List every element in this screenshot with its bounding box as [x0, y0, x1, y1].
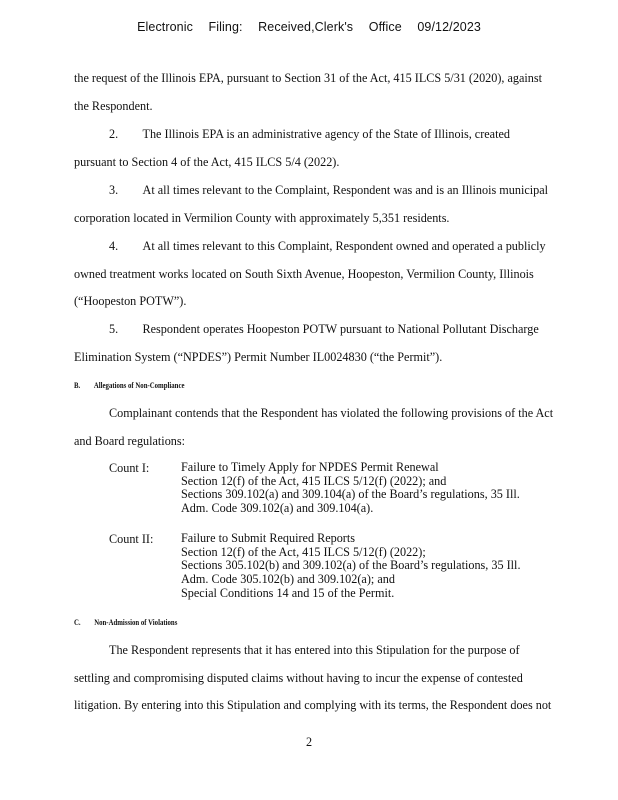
filing-header	[0, 20, 618, 34]
body-line: the request of the Illinois EPA, pursuant to Section 31 of the Act, 415 ILCS 5/31 (2020), against	[74, 71, 543, 85]
header-part: Filing:	[208, 20, 243, 34]
count-label: Count II:	[109, 532, 154, 546]
section-c-line: settling and compromising disputed claims without having to incur the expense of contested	[74, 671, 523, 685]
header-part: 09/12/2023	[417, 20, 481, 34]
section-b-line: Complainant contends that the Respondent has violated the following provisions of the Act	[109, 406, 554, 420]
paragraph-5-line: 5. Respondent operates Hoopeston POTW pursuant to National Pollutant Discharge	[109, 322, 539, 336]
count-description	[181, 532, 521, 601]
count-line: Failure to Timely Apply for NPDES Permit Renewal	[181, 460, 439, 474]
section-heading-c: C. Non-Admission of Violations	[74, 617, 178, 627]
paragraph-2-line: 2. The Illinois EPA is an administrative agency of the State of Illinois, created	[109, 127, 510, 141]
paragraph-4-line: 4. At all times relevant to this Complaint, Respondent owned and operated a publicly	[109, 239, 546, 253]
paragraph-5-line: Elimination System (“NPDES”) Permit Number IL0024830 (“the Permit”).	[74, 350, 443, 364]
paragraph-4-line: (“Hoopeston POTW”).	[74, 294, 187, 308]
section-c-line: The Respondent represents that it has entered into this Stipulation for the purpose of	[109, 643, 520, 657]
count-line: Special Conditions 14 and 15 of the Permit.	[181, 585, 395, 600]
page-number: 2	[305, 735, 313, 749]
count-line: Sections 305.102(b) and 309.102(a) of the Board’s regulations, 35 Ill.	[181, 558, 521, 573]
paragraph-2-line: pursuant to Section 4 of the Act, 415 ILCS 5/4 (2022).	[74, 155, 340, 169]
body-line: the Respondent.	[74, 99, 153, 113]
header-part: Electronic	[137, 20, 193, 34]
paragraph-4-line: owned treatment works located on South Sixth Avenue, Hoopeston, Vermilion County, Illinois	[74, 267, 534, 281]
paragraph-3-line: corporation located in Vermilion County with approximately 5,351 residents.	[74, 211, 450, 225]
count-line: Adm. Code 309.102(a) and 309.104(a).	[181, 501, 374, 516]
count-line: Section 12(f) of the Act, 415 ILCS 5/12(f) (2022);	[181, 544, 426, 559]
section-heading-b: B. Allegations of Non-Compliance	[74, 380, 185, 390]
paragraph-3-line: 3. At all times relevant to the Complaint, Respondent was and is an Illinois municipal	[109, 183, 549, 197]
count-line: Adm. Code 305.102(b) and 309.102(a); and	[181, 572, 395, 587]
section-c-line: litigation. By entering into this Stipulation and complying with its terms, the Respondent does not	[74, 698, 552, 712]
count-label: Count I:	[109, 461, 150, 475]
count-line: Section 12(f) of the Act, 415 ILCS 5/12(f) (2022); and	[181, 473, 447, 488]
count-description	[181, 461, 520, 516]
count-line: Failure to Submit Required Reports	[181, 531, 355, 545]
count-line: Sections 309.102(a) and 309.104(a) of the Board’s regulations, 35 Ill.	[181, 487, 520, 502]
header-part: Received,Clerk's	[258, 20, 354, 34]
section-b-line: and Board regulations:	[74, 434, 186, 448]
header-part: Office	[368, 20, 402, 34]
